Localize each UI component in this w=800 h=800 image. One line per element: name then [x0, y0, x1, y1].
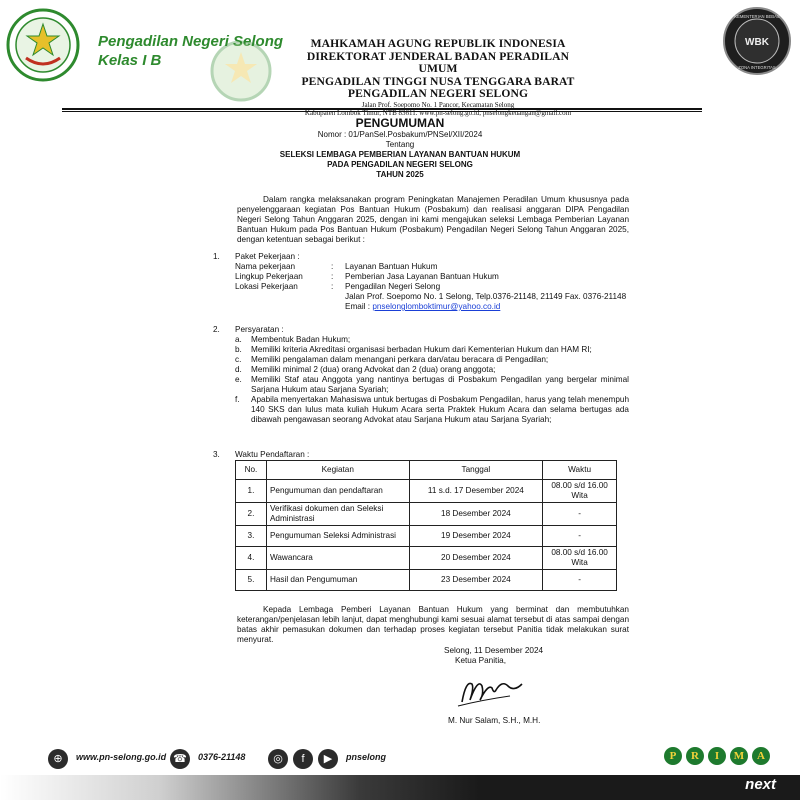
announcement-subject3: TAHUN 2025: [376, 170, 424, 179]
job-value: Pemberian Jasa Layanan Bantuan Hukum: [345, 272, 499, 281]
section1-title: Paket Pekerjaan :: [235, 252, 300, 261]
signer-name: M. Nur Salam, S.H., M.H.: [448, 716, 541, 725]
letterhead-rule: [62, 108, 702, 110]
job-key: Nama pekerjaan: [235, 262, 296, 271]
cell-tanggal: 23 Desember 2024: [409, 570, 543, 591]
letterhead: [288, 38, 588, 118]
cell-tanggal: 18 Desember 2024: [409, 503, 543, 526]
job-value: Layanan Bantuan Hukum: [345, 262, 438, 271]
table-row: [236, 547, 617, 570]
emblem-bottom-text: ZONA INTEGRITAS: [738, 65, 776, 70]
item-text: Apabila menyertakan Mahasiswa untuk bertugas di Posbakum Pengadilan, harus yang telah menempuh 140 SKS dan lulus mata kuliah Hukum Acara serta Praktek Hukum Acara dan selama bertugas ada dibawah pengawasan seorang Advokat atau Sarjana Hukum atau Sarjana Syariah;: [251, 395, 629, 424]
instagram-icon[interactable]: ◎: [268, 749, 288, 769]
email-link[interactable]: pnselonglomboktimur@yahoo.co.id: [372, 302, 501, 311]
announcement-about: Tentang: [385, 140, 415, 149]
job-key: Lokasi Pekerjaan: [235, 282, 298, 291]
item-letter: d.: [235, 365, 242, 374]
announcement-heading: [200, 116, 600, 180]
letterhead-rule-thin: [62, 111, 702, 112]
closing-paragraph: [237, 605, 629, 645]
section3-number: 3.: [213, 450, 220, 459]
cell-waktu: -: [543, 503, 617, 526]
court-emblem-icon: [6, 8, 80, 82]
sign-place-date: Selong, 11 Desember 2024: [444, 646, 544, 655]
cell-no: 3.: [236, 526, 267, 547]
section2-number: 2.: [213, 325, 220, 334]
item-letter: f.: [235, 395, 240, 404]
list-item: [235, 365, 629, 375]
job-details: [235, 262, 635, 312]
brand-title-line1: Pengadilan Negeri Selong: [98, 33, 284, 50]
cell-kegiatan: Pengumuman dan pendaftaran: [266, 480, 409, 503]
cell-waktu: -: [543, 526, 617, 547]
footer-phone: 0376-21148: [198, 752, 246, 762]
job-value: Pengadilan Negeri Selong: [345, 282, 441, 291]
requirements-list: [235, 335, 629, 425]
item-letter: a.: [235, 335, 242, 344]
job-colon: :: [331, 262, 334, 271]
cell-kegiatan: Hasil dan Pengumuman: [266, 570, 409, 591]
table-header-row: [236, 461, 617, 480]
letterhead-line1: MAHKAMAH AGUNG REPUBLIK INDONESIA: [310, 37, 566, 50]
facebook-icon[interactable]: f: [293, 749, 313, 769]
job-row: [235, 262, 635, 272]
item-letter: e.: [235, 375, 242, 384]
youtube-icon[interactable]: ▶: [318, 749, 338, 769]
cell-waktu: 08.00 s/d 16.00 Wita: [543, 547, 617, 570]
section3-title: Waktu Pendaftaran :: [235, 450, 310, 459]
section2-title: Persyaratan :: [235, 325, 284, 334]
table-row: [236, 503, 617, 526]
list-item: [235, 345, 629, 355]
letterhead-line4: PENGADILAN NEGERI SELONG: [347, 87, 529, 100]
emblem-top-text: KEMENTERIAN BEBAS: [734, 14, 780, 19]
announcement-number: Nomor : 01/PanSel.Posbakum/PNSel/XII/2024: [317, 130, 483, 139]
item-text: Memiliki minimal 2 (dua) orang Advokat dan 2 (dua) orang anggota;: [251, 365, 496, 374]
job-location-detail: [345, 292, 635, 312]
section1-number: 1.: [213, 252, 220, 261]
cell-kegiatan: Wawancara: [266, 547, 409, 570]
prima-letter: R: [686, 747, 704, 765]
announcement-title: PENGUMUMAN: [355, 116, 445, 130]
job-colon: :: [331, 272, 334, 281]
prima-letter: M: [730, 747, 748, 765]
cell-no: 5.: [236, 570, 267, 591]
wbk-emblem-icon: [722, 6, 792, 76]
list-item: [235, 375, 629, 395]
letterhead-address1: Jalan Prof. Soepomo No. 1 Pancor, Kecamatan Selong: [361, 100, 515, 109]
table-row: [236, 570, 617, 591]
cell-waktu: -: [543, 570, 617, 591]
job-row: [235, 282, 635, 292]
item-letter: c.: [235, 355, 242, 364]
job-row: [235, 272, 635, 282]
item-letter: b.: [235, 345, 242, 354]
announcement-subject1: SELEKSI LEMBAGA PEMBERIAN LAYANAN BANTUAN HUKUM: [279, 150, 521, 159]
prima-letter: P: [664, 747, 682, 765]
cell-no: 1.: [236, 480, 267, 503]
job-location-row: [235, 292, 635, 312]
item-text: Memiliki kriteria Akreditasi organisasi berbadan Hukum dari Kementerian Hukum dan HAM RI;: [251, 345, 592, 354]
header-kegiatan: Kegiatan: [266, 461, 409, 480]
cell-tanggal: 11 s.d. 17 Desember 2024: [409, 480, 543, 503]
closing-text: Kepada Lembaga Pemberi Layanan Bantuan Hukum yang berminat dan membutuhkan keterangan/penjelasan lebih lanjut, dapat menghubungi kami sesuai alamat tersebut di atas sampai dengan batas akhir pemasukan dokumen dan terhadap proses kegiatan tersebut Panitia tidak melakukan surat menyurat.: [237, 605, 629, 644]
header-no: No.: [236, 461, 267, 480]
header-waktu: Waktu: [543, 461, 617, 480]
globe-icon: ⊕: [48, 749, 68, 769]
prima-badge: [664, 747, 770, 765]
item-text: Memiliki pengalaman dalam menangani perkara dan/atau beracara di Pengadilan;: [251, 355, 549, 364]
intro-text: Dalam rangka melaksanakan program Peningkatan Manajemen Peradilan Umum khususnya pada penyelenggaraan kegiatan Pos Bantuan Hukum (Posbakum) dan realisasi anggaran DIPA Pengadilan Negeri Selong Tahun Anggaran 2025, dengan ini kami mengajukan seleksi Lembaga Pemberian Layanan Bantuan Hukum pada Pos Bantuan Hukum (Posbakum) Pengadilan Negeri Selong Tahun Anggaran 2025, dengan ketentuan sebagai berikut :: [237, 195, 629, 244]
letterhead-logo-icon: [210, 40, 272, 102]
cell-tanggal: 19 Desember 2024: [409, 526, 543, 547]
cell-kegiatan: Pengumuman Seleksi Administrasi: [266, 526, 409, 547]
item-text: Memiliki Staf atau Anggota yang nantinya bertugas di Posbakum Pengadilan yang bergelar minimal Sarjana Hukum atau Sarjana Syariah;: [251, 375, 629, 394]
footer-bar: [0, 775, 800, 800]
announcement-subject2: PADA PENGADILAN NEGERI SELONG: [327, 160, 473, 169]
cell-no: 4.: [236, 547, 267, 570]
list-item: [235, 335, 629, 345]
list-item: [235, 395, 629, 425]
cell-no: 2.: [236, 503, 267, 526]
intro-paragraph: [237, 195, 629, 245]
cell-tanggal: 20 Desember 2024: [409, 547, 543, 570]
schedule-table: [235, 460, 617, 591]
prima-letter: I: [708, 747, 726, 765]
brand-title-line2: Kelas I B: [98, 52, 162, 69]
list-item: [235, 355, 629, 365]
footer: [0, 740, 800, 800]
footer-website[interactable]: www.pn-selong.go.id: [76, 752, 167, 762]
cell-kegiatan: Verifikasi dokumen dan Seleksi Administrasi: [266, 503, 409, 526]
prima-letter: A: [752, 747, 770, 765]
signature-icon: [452, 670, 532, 712]
letterhead-address2: Kabupaten Lombok Timur, NTB 83611. www.pn-selong.go.id, pnselongkeuangan@gmail.com: [304, 109, 572, 117]
emblem-center-text: WBK: [745, 37, 769, 48]
location-detail-text: Jalan Prof. Soepomo No. 1 Selong, Telp.0376-21148, 21149 Fax. 0376-21148 Email :: [345, 292, 627, 311]
cell-waktu: 08.00 s/d 16.00 Wita: [543, 480, 617, 503]
footer-social[interactable]: pnselong: [346, 752, 386, 762]
phone-icon: ☎: [170, 749, 190, 769]
table-row: [236, 480, 617, 503]
sign-role: Ketua Panitia,: [455, 656, 506, 665]
job-key: Lingkup Pekerjaan: [235, 272, 303, 281]
letterhead-line3: PENGADILAN TINGGI NUSA TENGGARA BARAT: [301, 74, 575, 88]
next-button[interactable]: next: [745, 776, 776, 793]
item-text: Membentuk Badan Hukum;: [251, 335, 351, 344]
job-colon: :: [331, 282, 334, 291]
letterhead-line2: DIREKTORAT JENDERAL BADAN PERADILAN UMUM: [306, 49, 570, 75]
table-row: [236, 526, 617, 547]
header-tanggal: Tanggal: [409, 461, 543, 480]
